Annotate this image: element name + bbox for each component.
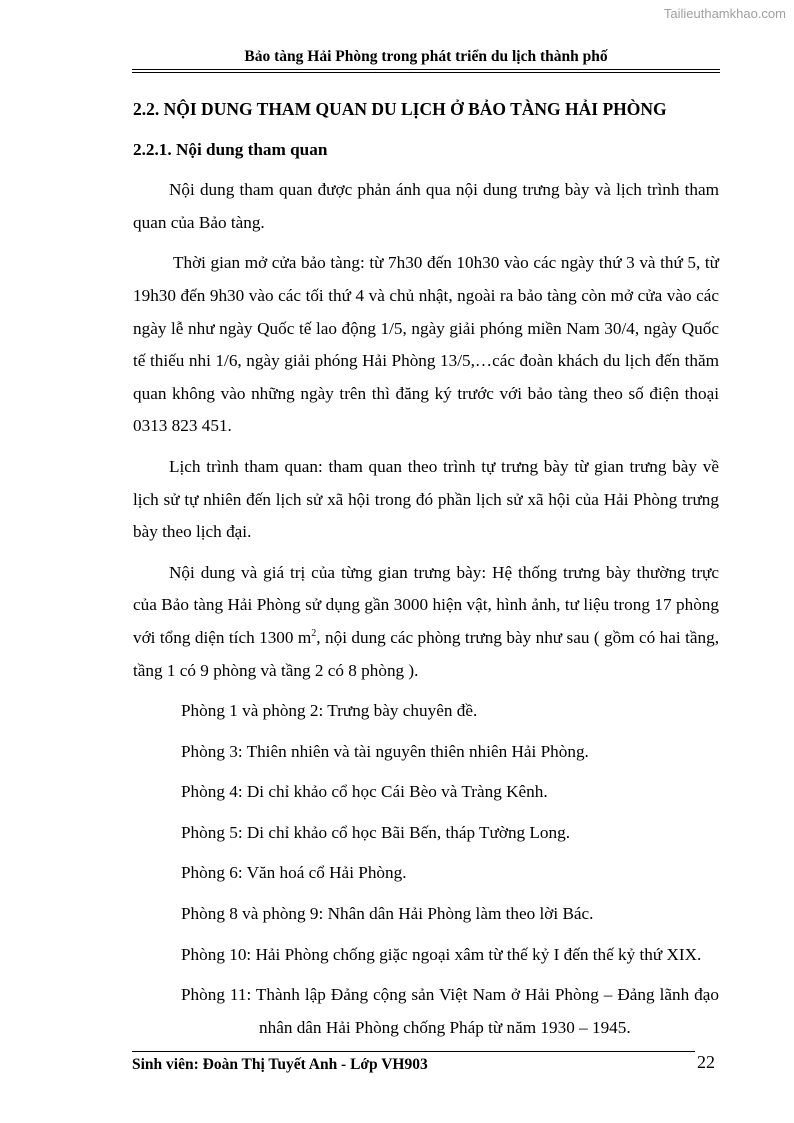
room-item: Phòng 10: Hải Phòng chống giặc ngoại xâm từ thế kỷ I đến thế kỷ thứ XIX. bbox=[181, 944, 702, 964]
room-item: Phòng 5: Di chỉ khảo cổ học Bãi Bến, tháp Tường Long. bbox=[181, 822, 571, 842]
page-body bbox=[133, 93, 719, 1052]
footer-rule bbox=[132, 1051, 695, 1052]
paragraph-exhibit-system-rest: , nội dung các phòng trưng bày như sau ( gồm có hai tầng, tầng 1 có 9 phòng và tầng 2 có 8 phòng ). bbox=[133, 627, 719, 680]
room-item: Phòng 6: Văn hoá cổ Hải Phòng. bbox=[181, 863, 407, 883]
paragraph-opening-hours: Thời gian mở cửa bảo tàng: từ 7h30 đến 10h30 vào các ngày thứ 3 và thứ 5, từ 19h30 đến 9h30 vào các tối thứ 4 và chủ nhật, ngoài ra bảo tàng còn mở cửa vào các ngày lễ như ngày Quốc tế lao động 1/5, ngày giải phóng miền Nam 30/4, ngày Quốc tế thiếu nhi 1/6, ngày giải phóng Hải Phòng 13/5,…các đoàn khách du lịch đến thăm quan không vào những ngày trên thì đăng ký trước với bảo tàng theo số điện thoại 0313 823 451. bbox=[133, 253, 719, 436]
paragraph-exhibit-system-text: Nội dung và giá trị của từng gian trưng bày: Hệ thống trưng bày thường trực của Bảo tàng Hải Phòng sử dụng gần 3000 hiện vật, hình ảnh, tư liệu trong 17 phòng với tổng diện tích 1300 m bbox=[133, 562, 719, 647]
page-number: 22 bbox=[697, 1052, 715, 1072]
paragraph-exhibit-system bbox=[133, 557, 719, 687]
watermark-text: Tailieuthamkhao.com bbox=[663, 6, 786, 21]
paragraph-intro: Nội dung tham quan được phản ánh qua nội dung trưng bày và lịch trình tham quan của Bảo tàng. bbox=[133, 180, 719, 232]
header-rule-bottom bbox=[132, 72, 720, 73]
room-item: Phòng 8 và phòng 9: Nhân dân Hải Phòng làm theo lời Bác. bbox=[181, 904, 594, 924]
room-item: Phòng 3: Thiên nhiên và tài nguyên thiên nhiên Hải Phòng. bbox=[181, 741, 589, 761]
room-item: Phòng 11: Thành lập Đảng cộng sản Việt Nam ở Hải Phòng – Đảng lãnh đạo nhân dân Hải Phòng chống Pháp từ năm 1930 – 1945. bbox=[181, 985, 719, 1037]
running-header: Bảo tàng Hải Phòng trong phát triển du lịch thành phố bbox=[244, 48, 608, 65]
room-item: Phòng 4: Di chỉ khảo cổ học Cái Bèo và Tràng Kênh. bbox=[181, 782, 548, 802]
superscript-squared: 2 bbox=[311, 627, 317, 639]
header-rule-top bbox=[132, 69, 720, 70]
subsection-heading: 2.2.1. Nội dung tham quan bbox=[133, 139, 328, 159]
footer-author: Sinh viên: Đoàn Thị Tuyết Anh - Lớp VH903 bbox=[132, 1056, 428, 1073]
section-heading: 2.2. NỘI DUNG THAM QUAN DU LỊCH Ở BẢO TÀNG HẢI PHÒNG bbox=[133, 99, 667, 119]
room-item: Phòng 1 và phòng 2: Trưng bày chuyên đề. bbox=[181, 701, 478, 721]
paragraph-itinerary: Lịch trình tham quan: tham quan theo trình tự trưng bày từ gian trưng bày về lịch sử tự nhiên đến lịch sử xã hội trong đó phần lịch sử xã hội của Hải Phòng trưng bày theo lịch đại. bbox=[133, 456, 719, 542]
